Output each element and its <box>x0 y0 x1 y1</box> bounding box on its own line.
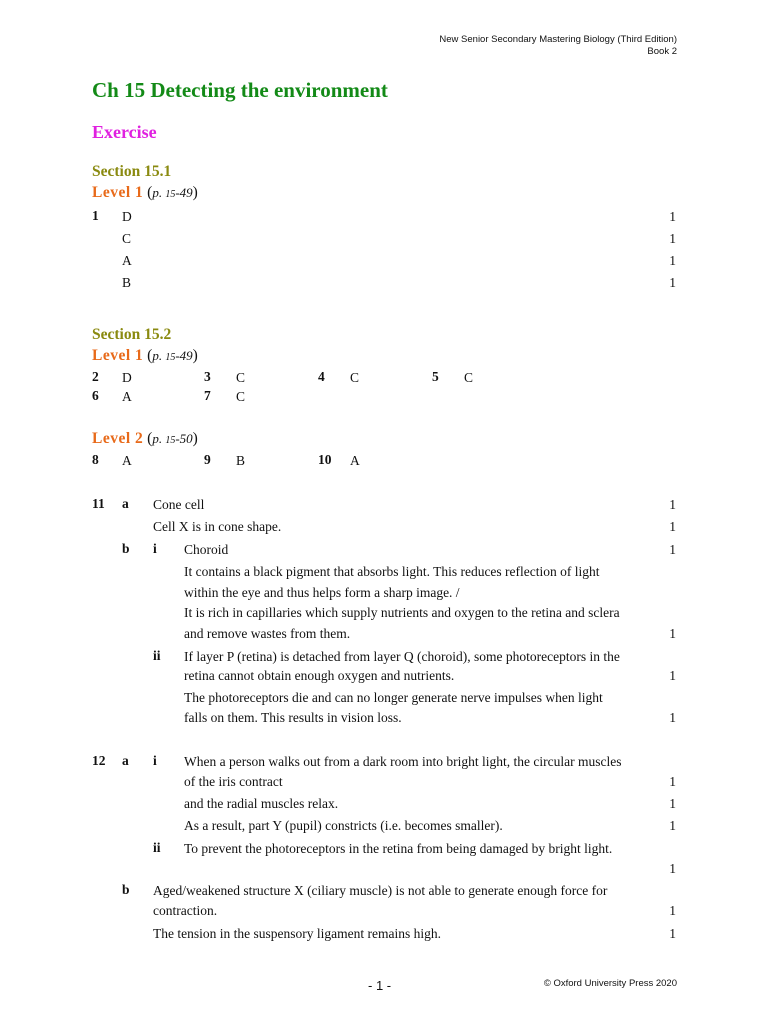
exercise-heading: Exercise <box>92 122 157 142</box>
level-label: Level 1 <box>92 347 144 364</box>
part-label: b <box>122 882 130 897</box>
answer: A <box>122 389 132 404</box>
level-label: Level 2 <box>92 430 144 447</box>
page-number: - 1 - <box>368 978 392 993</box>
answer-line: The photoreceptors die and can no longer generate nerve impulses when light <box>184 690 603 705</box>
answer: C <box>236 389 246 404</box>
mark: 1 <box>669 253 676 268</box>
question-number: 1 <box>92 208 99 223</box>
answer-line: and the radial muscles relax. <box>184 796 339 811</box>
answer-line: Cone cell <box>153 497 205 512</box>
answer-line: As a result, part Y (pupil) constricts (i.e. becomes smaller). <box>184 818 503 833</box>
answer-line: and remove wastes from them. <box>184 626 351 641</box>
mark: 1 <box>669 519 676 534</box>
answer: B <box>122 275 132 290</box>
answer-line: Cell X is in cone shape. <box>153 519 282 534</box>
mark: 1 <box>669 626 676 641</box>
answer: C <box>236 370 246 385</box>
page-ref: (p. 15-49) <box>147 347 198 364</box>
answer-line: It is rich in capillaries which supply nutrients and oxygen to the retina and sclera <box>184 605 620 620</box>
question-number: 8 <box>92 452 99 467</box>
mark: 1 <box>669 796 676 811</box>
answer: A <box>122 253 132 268</box>
question-number: 12 <box>92 753 106 768</box>
answer-line: contraction. <box>153 903 218 918</box>
part-label: a <box>122 753 129 768</box>
mark: 1 <box>669 231 676 246</box>
answer-line: If layer P (retina) is detached from layer Q (choroid), some photoreceptors in the <box>184 649 620 664</box>
question-number: 10 <box>318 452 332 467</box>
page-ref: (p. 15-50) <box>147 430 198 447</box>
mark: 1 <box>669 903 676 918</box>
section-15-2-heading: Section 15.2 <box>92 326 172 343</box>
page-ref: (p. 15-49) <box>147 184 198 201</box>
question-number: 5 <box>432 369 439 384</box>
subpart-label: ii <box>153 840 161 855</box>
answer: A <box>350 453 360 468</box>
question-number: 2 <box>92 369 99 384</box>
answer-line: The tension in the suspensory ligament remains high. <box>153 926 441 941</box>
answer-line: Choroid <box>184 542 229 557</box>
mark: 1 <box>669 275 676 290</box>
answer-line: When a person walks out from a dark room into bright light, the circular muscles <box>184 754 622 769</box>
answer: B <box>236 453 246 468</box>
mark: 1 <box>669 861 676 876</box>
copyright-notice: © Oxford University Press 2020 <box>543 978 677 989</box>
mark: 1 <box>669 774 676 789</box>
part-label: b <box>122 541 130 556</box>
header-book-number: Book 2 <box>647 46 677 57</box>
answer-line: Aged/weakened structure X (ciliary muscle) is not able to generate enough force for <box>153 883 608 898</box>
mark: 1 <box>669 926 676 941</box>
subpart-label: i <box>153 541 157 556</box>
answer-line: of the iris contract <box>184 774 283 789</box>
answer: C <box>464 370 474 385</box>
mark: 1 <box>669 668 676 683</box>
answer-line: To prevent the photoreceptors in the retina from being damaged by bright light. <box>184 841 613 856</box>
answer: D <box>122 209 132 224</box>
level-1-heading <box>92 347 198 365</box>
answer-line: within the eye and thus helps form a sharp image. / <box>184 585 460 600</box>
mark: 1 <box>669 497 676 512</box>
answer: C <box>350 370 360 385</box>
chapter-title: Ch 15 Detecting the environment <box>92 78 388 102</box>
question-number: 7 <box>204 388 211 403</box>
answer: C <box>122 231 132 246</box>
section-15-1-heading: Section 15.1 <box>92 163 172 180</box>
answer-line: retina cannot obtain enough oxygen and nutrients. <box>184 668 455 683</box>
mark: 1 <box>669 710 676 725</box>
level-1-heading <box>92 184 198 202</box>
answer: A <box>122 453 132 468</box>
mark: 1 <box>669 209 676 224</box>
question-number: 3 <box>204 369 211 384</box>
header-book-title: New Senior Secondary Mastering Biology (Third Edition) <box>439 34 677 45</box>
level-2-heading <box>92 430 198 448</box>
question-number: 11 <box>92 496 105 511</box>
subpart-label: i <box>153 753 157 768</box>
answer: D <box>122 370 132 385</box>
question-number: 4 <box>318 369 325 384</box>
subpart-label: ii <box>153 648 161 663</box>
level-label: Level 1 <box>92 184 144 201</box>
part-label: a <box>122 496 129 511</box>
question-number: 6 <box>92 388 99 403</box>
answer-line: It contains a black pigment that absorbs light. This reduces reflection of light <box>184 564 600 579</box>
mark: 1 <box>669 542 676 557</box>
answer-line: falls on them. This results in vision loss. <box>184 710 402 725</box>
mark: 1 <box>669 818 676 833</box>
question-number: 9 <box>204 452 211 467</box>
